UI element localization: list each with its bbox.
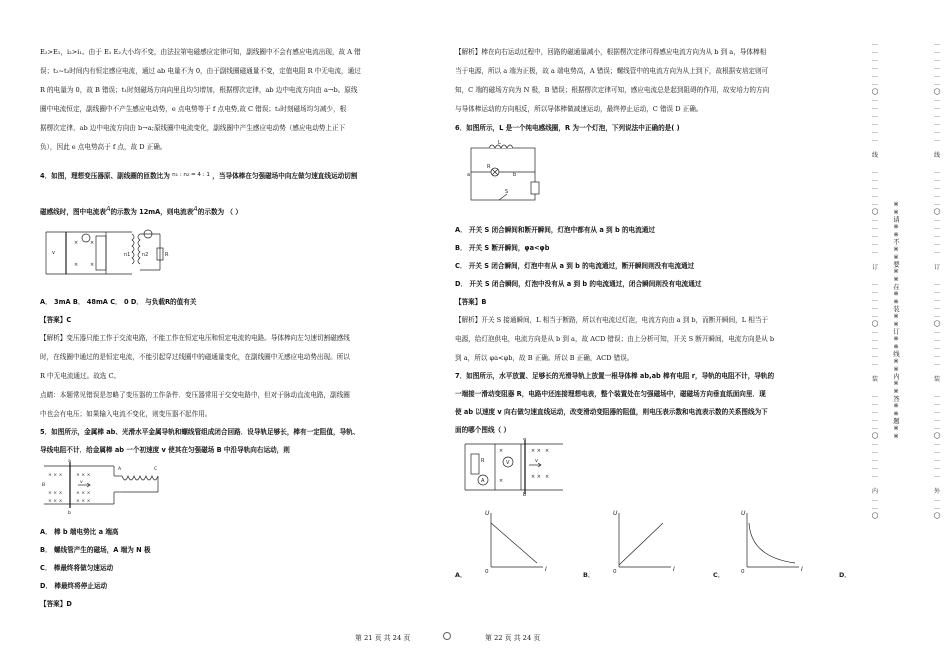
q6-option-a: A． 开关 S 闭合瞬间和断开瞬间，灯泡中都有从 a 到 b 的电流通过 [455,226,655,234]
q5-rails-solenoid-figure [40,458,170,514]
graph-b-label: B． [583,571,595,579]
graph-c-i-label: I [801,566,803,573]
svg-text:a: a [523,438,527,442]
q6-analysis-2: 电源，给灯泡供电，电流方向是从 b 到 a，故 ACD 错误；由上分析可知，开关 S 断开瞬间，电流方向是从 b [455,335,775,343]
q6-inductor-lamp-figure [465,138,555,210]
svg-text:× ×: × × [531,448,541,454]
q4-stem-1: 4．如图，理想变压器原、副线圈的匝数比为 $^{n_1 : n_2 = 4 : 1}$ ，当导体棒在匀强磁场中向左做匀速直线运动切割 [40,172,358,180]
q6-analysis-3: 到 a，所以 φa<φb，故 B 正确。所以 B 正确，ACD 错误。 [455,354,634,362]
svg-text:b: b [68,511,71,514]
q4-stem-2: 磁感线时，图中电流表A的示数为 12mA，则电流表A的示数为 （ ） [40,205,242,216]
svg-text:× × ×: × × × [48,491,63,496]
q3-analysis-line-2: 误；t₂~t₃时间内有恒定感应电流，通过 ab 电量不为 0，由于副线圈磁通量不变，定值电阻 R 中无电流，通过 [40,67,361,75]
svg-text:L: L [498,140,501,146]
outer-dotted-line: … … … … … … ◯ … … … … … … 线 … … … … … ◯ … … … … … 订 … … … … … ◯ … … … … … 装 … … … … … ◯ … … … … … 外 … … ◯ [933,40,941,519]
graph-b-i-label: I [673,566,675,573]
q5-analysis-4: 与导体棒运动的方向相反，所以导体棒做减速运动，最终停止运动，C 错误 D 正确。 [455,105,703,113]
graph-a-i-label: I [545,566,547,573]
q4-analysis-4: 点睛：本题常见错误是忽略了变压器的工作条件．变压器常用于交变电路中，但对于脉动直流电路，副线圈 [40,391,350,399]
q3-analysis-line-1: E₂>E₁，i₂>i₁。由于 E₁ E₂大小均不变，由法拉第电磁感应定律可知，副线圈中不会有感应电流出现，故 A 错 [40,48,361,56]
svg-text:× × ×: × × × [48,473,63,478]
svg-text:n2: n2 [142,252,149,258]
graph-a-label: A． [455,571,467,579]
q5-analysis-3: 知，C 端的磁场方向为 N 极，B 错误；根据楞次定律可知，感应电流总是起到阻碍的作用，故安培力的方向 [455,86,770,94]
q7-answer-graphs [451,505,857,585]
graph-c-label: C． [713,571,725,579]
q6-analysis-1: 【解析】开关 S 接通瞬间，L 相当于断路，所以有电流过灯泡，电流方向由 a 到 b，而断开瞬间，L 相当于 [455,316,769,324]
q4-options: A． 3mA B． 48mA C． 0 D． 与负载R的值有关 [40,298,197,306]
q3-analysis-line-3: R 的电量为 0，故 B 错误；t₁时刻磁场方向向里且均匀增加，根据楞次定律，ab 边中电流方向由 a→b。原线 [40,86,358,94]
q5-option-b: B． 螺线管产生的磁场，A 端为 N 极 [40,546,151,554]
q7-stem-4: 面的哪个图线（ ） [455,426,511,434]
svg-text:×: × [545,474,550,480]
svg-text:×: × [74,240,79,246]
q4-analysis-3: R 中无电流通过。故选 C。 [40,372,121,380]
page-number-left: 第 21 页 共 24 页 [355,634,411,642]
q4-analysis-2: 时，在线圈中通过的是恒定电流，不能引起穿过线圈中的磁通量变化，在副线圈中无感应电动势出现。所以 [40,353,350,361]
svg-text:R: R [481,458,485,464]
q6-option-c: C． 开关 S 闭合瞬间，灯泡中有从 a 到 b 的电流通过，断开瞬间则没有电流通过 [455,262,695,270]
svg-text:×: × [90,262,95,268]
q6-option-b: B． 开关 S 断开瞬间，φa<φb [455,244,550,252]
q7-stem-2: 一端接一滑动变阻器 R，电路中还连接理想电表，整个装置处在匀强磁场中，磁磁场方向垂直纸面向里．现 [455,390,766,398]
q6-answer: 【答案】B [455,298,487,306]
svg-text:×: × [499,448,504,454]
svg-text:A: A [481,478,485,484]
svg-text:b: b [513,172,517,178]
svg-text:R: R [487,164,491,170]
svg-text:×: × [545,448,550,454]
svg-text:V: V [506,460,510,466]
q6-option-d: D． 开关 S 闭合瞬间，灯泡中没有从 a 到 b 的电流通过，闭合瞬间则没有电流通过 [455,280,702,288]
left-page [0,0,445,672]
q3-analysis-line-4: 圈中电流恒定，副线圈中不产生感应电动势，e 点电势等于 f 点电势,故 C 错误；t₃时刻磁场均匀减少，根 [40,105,347,113]
q4-answer: 【答案】C [40,316,72,324]
svg-text:B: B [42,483,46,488]
q3-analysis-line-5: 据楞次定律，ab 边中电流方向由 b→a;原线圈中电流变化，副线圈中产生感应电动势（感应电动势上正下 [40,124,346,132]
svg-text:× ×: × × [531,474,541,480]
graph-d-label: D． [839,571,851,579]
q3-analysis-line-6: 负），因此 e 点电势高于 f 点，故 D 正确。 [40,143,167,151]
svg-text:C: C [154,467,158,472]
svg-text:a: a [467,172,471,178]
q5-analysis-2: 当于电源，所以 a 端为正极，故 a 端电势高，A 错误；螺线管中的电流方向为从上到下，故根据安培定则可 [455,67,769,75]
q4-analysis-1: 【解析】变压器只能工作于交流电路，不能工作在恒定电压和恒定电流的电路。导体棒向左匀速切割磁感线 [40,334,350,342]
graph-c-origin: 0 [741,569,745,575]
no-answer-warning: ※※请※※不※※要※※在※※装※※订※※线※※内※※答※※题※※ [892,200,900,440]
inner-dotted-line: … … … … … … ◯ … … … … … … 线 … … … … … ◯ … … … … … 订 … … … … … ◯ … … … … … 装 … … … … … ◯ … … … … … 内 … … ◯ [871,40,879,519]
q4-analysis-5: 中也会有电压；如果输入电流不变化，则变压器不起作用。 [40,410,212,418]
q5-stem-2: 导线电阻不计．给金属棒 ab 一个初速度 v 使其在匀强磁场 B 中沿导轨向右运动，则 [40,446,290,454]
q7-stem-3: 使 ab 以速度 v 向右做匀速直线运动，改变滑动变阻器的阻值，则电压表示数和电流表示数的关系图线为下 [455,408,768,416]
svg-text:a: a [68,459,71,464]
right-page [445,0,860,672]
binding-margin [862,0,950,672]
graph-c-u-label: U [741,510,746,517]
svg-text:b: b [523,492,527,496]
q6-stem: 6．如图所示，L 是一个纯电感线圈，R 为一个灯泡，下列说法中正确的是( ) [455,124,680,132]
q5-analysis-1: 【解析】棒在向右运动过程中，回路的磁通量减小，根据楞次定律可得感应电流方向为从 b 到 a，导体棒相 [455,48,767,56]
svg-text:A: A [118,467,122,472]
q5-answer: 【答案】D [40,600,72,608]
q5-option-d: D． 棒最终将停止运动 [40,582,108,590]
graph-a-u-label: U [485,510,490,517]
q5-option-a: A． 棒 b 端电势比 a 端高 [40,528,119,536]
svg-text:×: × [90,240,95,246]
q7-rheostat-circuit-figure [459,438,569,496]
svg-text:v: v [52,250,55,256]
graph-b-u-label: U [613,510,618,517]
svg-text:× × ×: × × × [76,499,91,504]
svg-text:R: R [165,252,169,258]
svg-text:× × ×: × × × [76,473,91,478]
svg-text:×: × [74,262,79,268]
svg-text:× × ×: × × × [76,491,91,496]
graph-b-origin: 0 [613,569,617,575]
q7-stem-1: 7．如图所示，水平放置、足够长的光滑导轨上放置一根导体棒 ab,ab 棒有电阻 r，导轨的电阻不计，导轨的 [455,372,775,380]
q5-option-c: C． 棒最终将做匀速运动 [40,564,114,572]
svg-text:×: × [499,478,504,484]
svg-text:S: S [505,189,509,195]
svg-text:v: v [80,480,83,485]
q5-stem-1: 5．如图所示，金属棒 ab、光滑水平金属导轨和螺线管组成闭合回路．设导轨足够长，棒有一定阻值，导轨、 [40,428,360,436]
svg-text:v: v [535,458,538,464]
svg-text:× × ×: × × × [48,499,63,504]
q4-transformer-figure [40,226,180,280]
graph-a-origin: 0 [485,569,489,575]
svg-text:n1: n1 [124,252,131,258]
page-number-right: 第 22 页 共 24 页 [485,634,541,642]
